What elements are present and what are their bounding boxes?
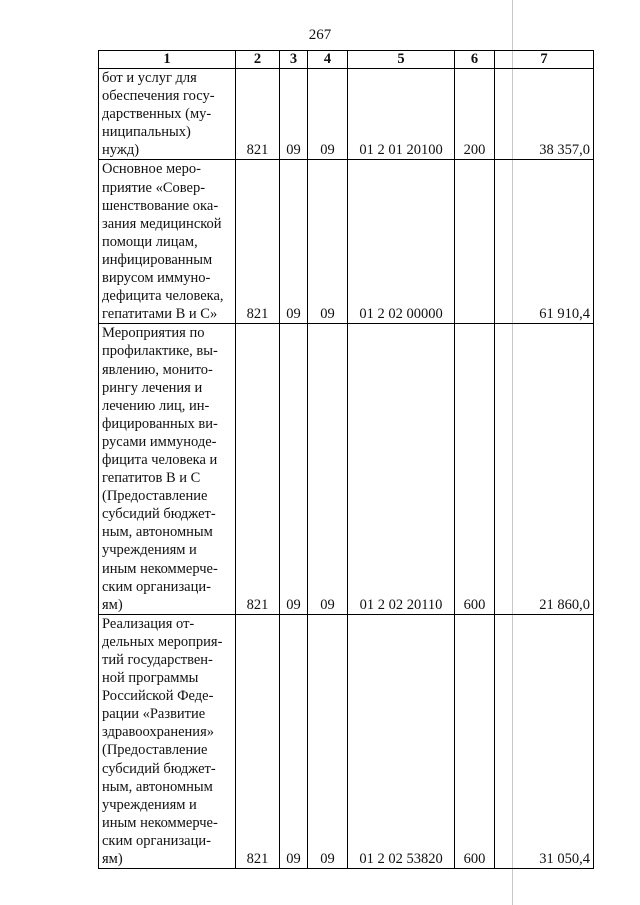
row-name-line: ным, автономным [102,524,213,541]
row-name-line: здравоохранения» [102,724,214,741]
row-name-line: субсидий бюджет- [102,506,216,523]
table-row [99,324,594,615]
column-header: 2 [236,51,280,69]
row-name-line: шенствование ока- [102,197,219,214]
row-name-line: фицированных ви- [102,415,218,432]
section-code-cell: 09 [280,324,308,615]
table-header-row [99,51,594,69]
row-name-line: лечению лиц, ин- [102,397,210,414]
target-article-cell: 01 2 02 20110 [348,324,455,615]
row-name-line: гепатитами В и С» [102,306,218,323]
ministry-code-cell: 821 [236,69,280,160]
row-name-line: нужд) [102,142,140,159]
row-name-line: ным, автономным [102,778,213,795]
row-name-line: иным некоммерче- [102,814,218,831]
expense-type-cell: 600 [455,324,495,615]
row-name-line: Реализация от- [102,615,195,632]
row-name-cell [99,160,236,324]
subsection-code-cell: 09 [308,160,348,324]
row-name-line: обеспечения госу- [102,88,215,105]
row-name-line: учреждениям и [102,542,197,559]
amount-cell: 21 860,0 [495,324,594,615]
row-name-line: зания медицинской [102,215,222,232]
row-name-line: рации «Развитие [102,706,206,723]
row-name-line: инфицированным [102,251,213,268]
row-name-line: дельных мероприя- [102,633,223,650]
section-code-cell: 09 [280,614,308,868]
row-name-line: (Предоставление [102,742,208,759]
row-name-line: вирусом иммуно- [102,270,211,287]
expense-type-cell: 600 [455,614,495,868]
row-name-line: ским организаци- [102,832,211,849]
amount-cell: 38 357,0 [495,69,594,160]
row-name-line: Мероприятия по [102,325,205,342]
row-name-line: дефицита человека, [102,288,224,305]
row-name-line: ям) [102,851,123,868]
row-name-line: иным некоммерче- [102,560,218,577]
row-name-line: дарственных (му- [102,106,212,123]
target-article-cell: 01 2 02 00000 [348,160,455,324]
table-row [99,614,594,868]
row-name-line: Основное меро- [102,161,201,178]
row-name-line: ной программы [102,670,199,687]
row-name-line: помощи лицам, [102,233,198,250]
row-name-line: бот и услуг для [102,70,197,86]
amount-cell: 31 050,4 [495,614,594,868]
table-row [99,69,594,160]
expense-type-cell: 200 [455,69,495,160]
column-header: 3 [280,51,308,69]
row-name-line: Российской Феде- [102,688,214,705]
column-header: 1 [99,51,236,69]
column-header: 6 [455,51,495,69]
section-code-cell: 09 [280,160,308,324]
expense-type-cell [455,160,495,324]
row-name-line: субсидий бюджет- [102,760,216,777]
subsection-code-cell: 09 [308,324,348,615]
row-name-line: (Предоставление [102,488,208,505]
row-name-line: рингу лечения и [102,379,203,396]
row-name-cell [99,69,236,160]
row-name-line: явлению, монито- [102,361,213,378]
row-name-line: русами иммуноде- [102,433,217,450]
section-code-cell: 09 [280,69,308,160]
page-number: 267 [308,27,332,43]
ministry-code-cell: 821 [236,160,280,324]
row-name-line: фицита человека и [102,451,218,468]
budget-table [98,50,594,869]
column-header: 4 [308,51,348,69]
ministry-code-cell: 821 [236,614,280,868]
column-header: 5 [348,51,455,69]
target-article-cell: 01 2 02 53820 [348,614,455,868]
row-name-cell [99,614,236,868]
row-name-line: учреждениям и [102,796,197,813]
column-header: 7 [495,51,594,69]
amount-cell: 61 910,4 [495,160,594,324]
ministry-code-cell: 821 [236,324,280,615]
target-article-cell: 01 2 01 20100 [348,69,455,160]
row-name-cell [99,324,236,615]
row-name-line: ям) [102,596,123,613]
subsection-code-cell: 09 [308,69,348,160]
row-name-line: ниципальных) [102,124,191,141]
row-name-line: профилактике, вы- [102,343,218,360]
row-name-line: тий государствен- [102,652,213,668]
table-row [99,160,594,324]
subsection-code-cell: 09 [308,614,348,868]
row-name-line: ским организаци- [102,578,211,595]
row-name-line: гепатитов В и С [102,470,201,487]
row-name-line: приятие «Совер- [102,179,206,196]
